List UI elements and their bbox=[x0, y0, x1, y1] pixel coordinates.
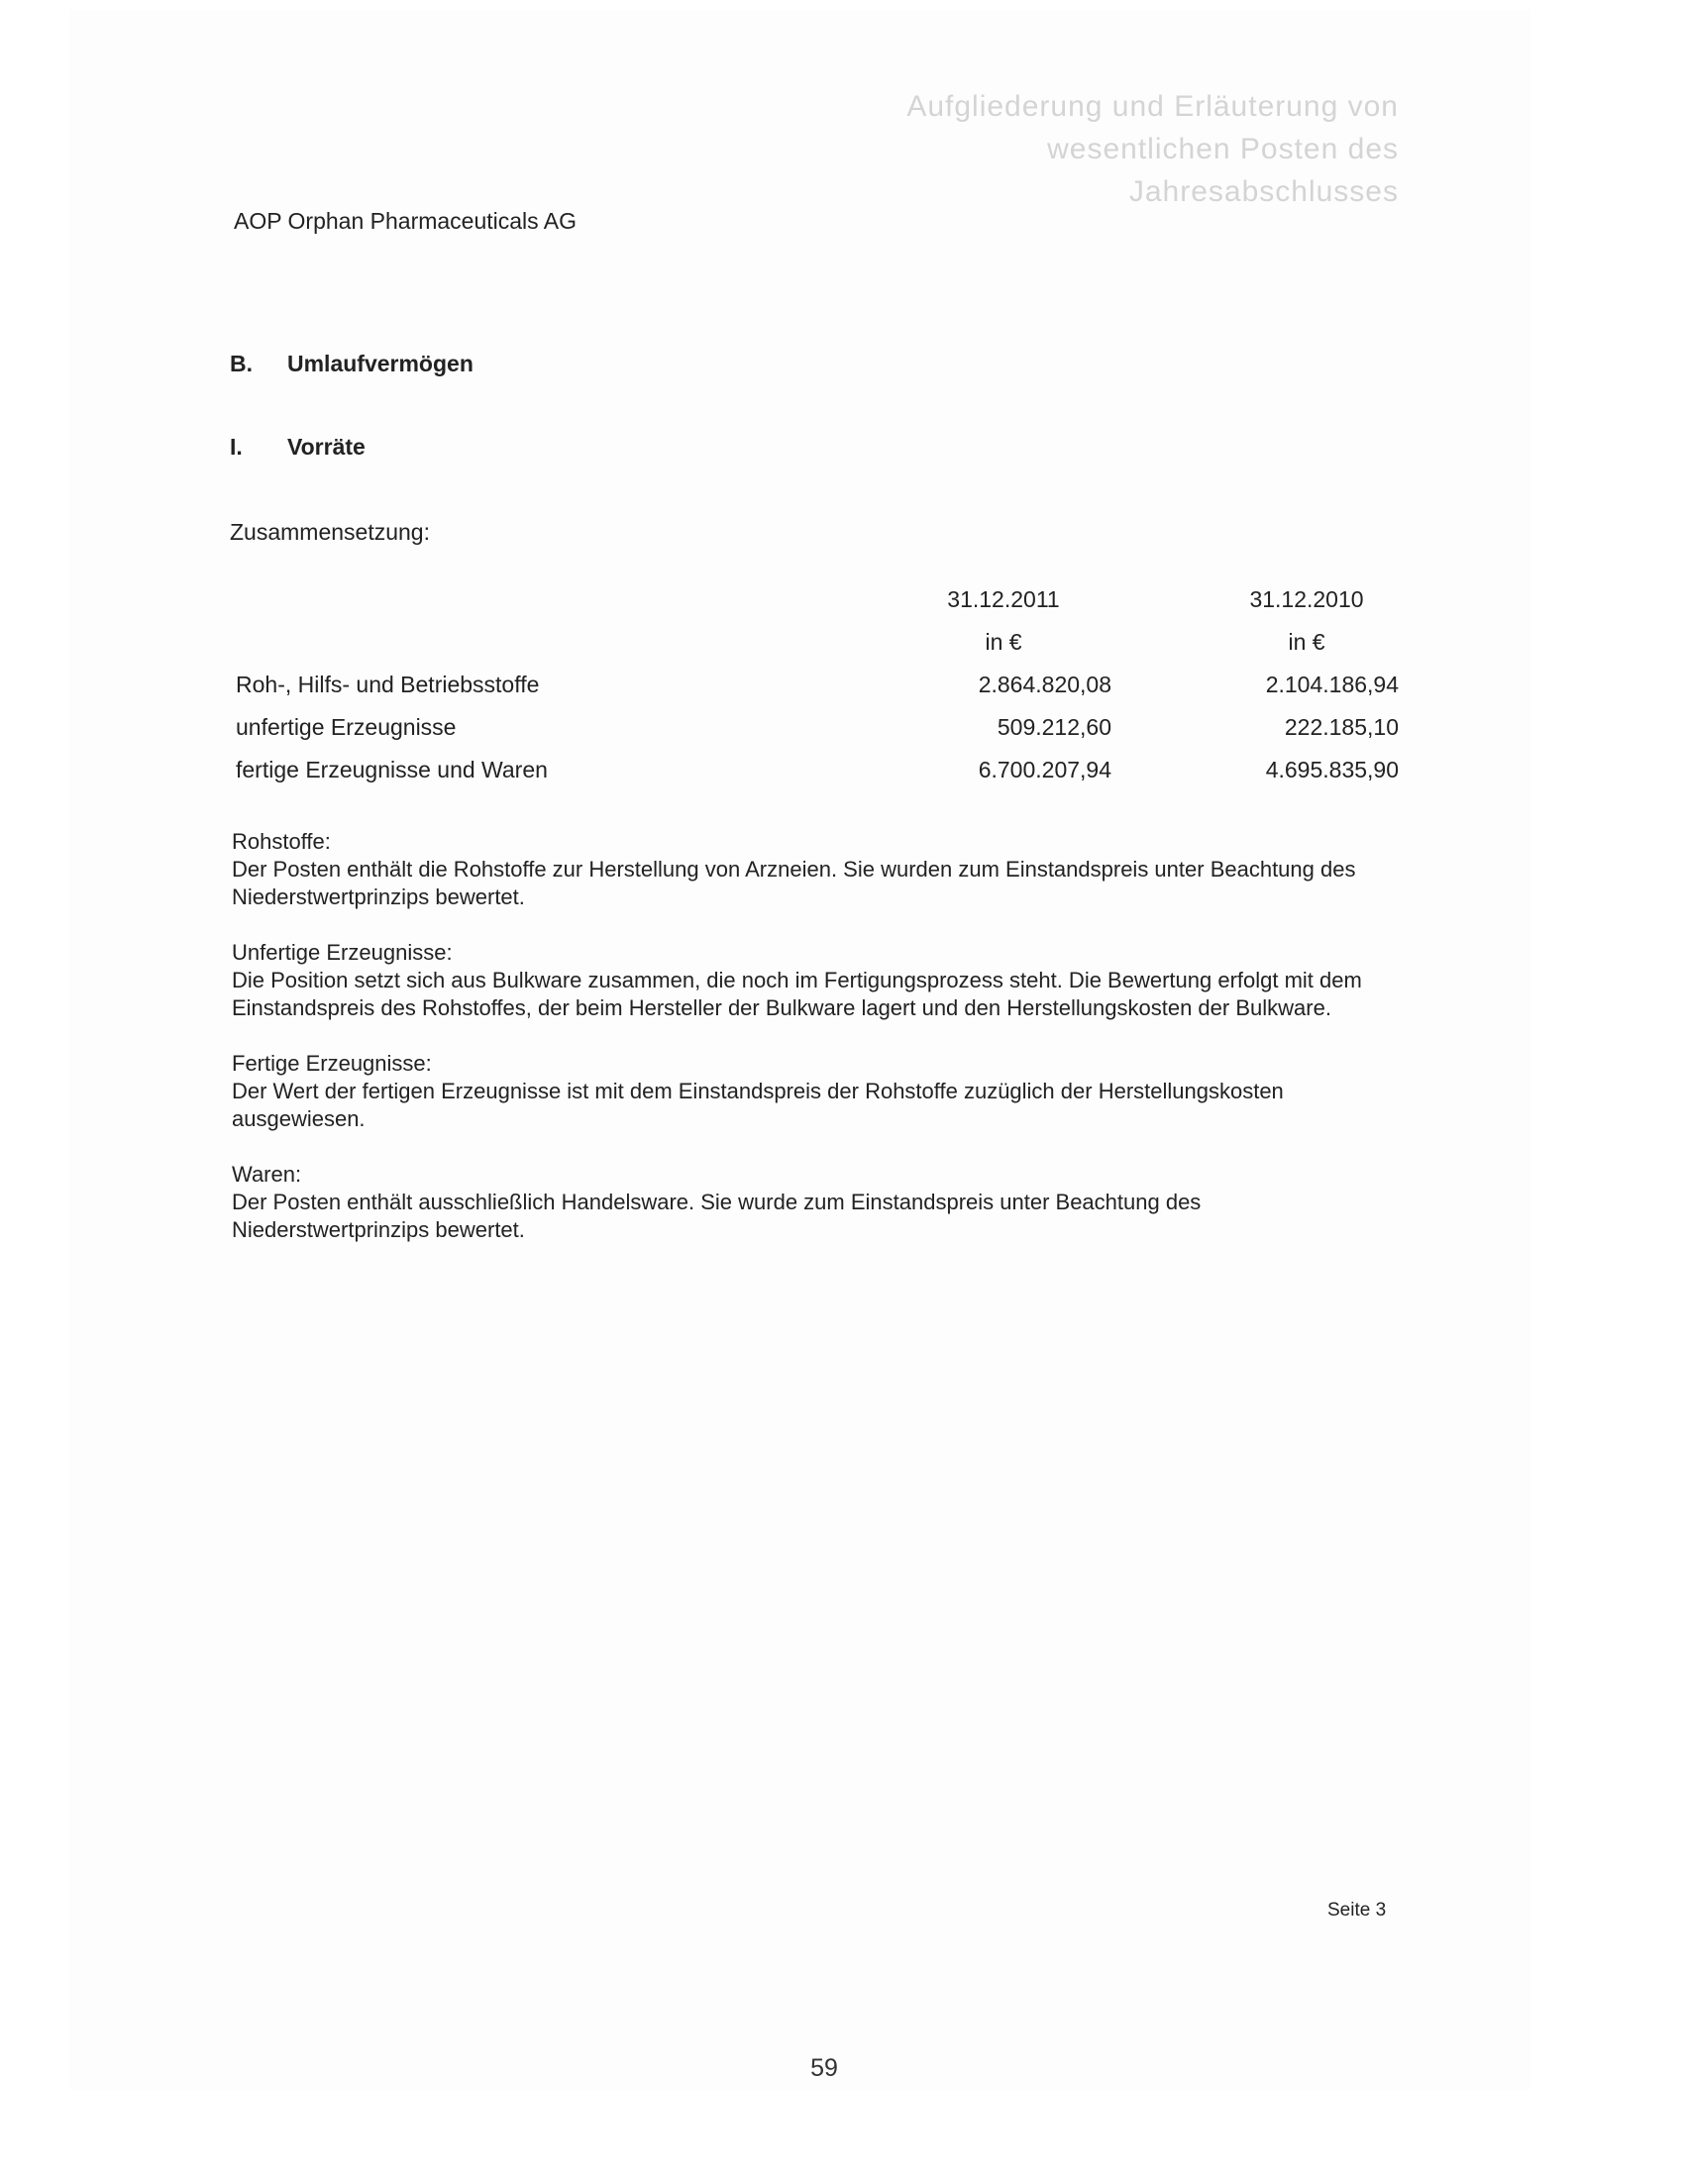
note-text: Der Wert der fertigen Erzeugnisse ist mit dem Einstandspreis der Rohstoffe zuzüglich der Herstellungskosten ausgewiesen. bbox=[232, 1079, 1284, 1131]
section-number: B. bbox=[230, 351, 253, 376]
table-unit-row bbox=[230, 629, 1399, 672]
section-heading-b bbox=[230, 351, 474, 377]
header-title-line: wesentlichen Posten des bbox=[1047, 133, 1399, 165]
value-2010: 4.695.835,90 bbox=[1265, 757, 1399, 782]
note-text: Die Position setzt sich aus Bulkware zusammen, die noch im Fertigungsprozess steht. Die Bewertung erfolgt mit dem Einstandspreis des Rohstoffes, der beim Hersteller der Bulkware lagert und den Herstellungskosten der Bulkware. bbox=[232, 968, 1362, 1020]
row-label: unfertige Erzeugnisse bbox=[236, 714, 457, 740]
company-name: AOP Orphan Pharmaceuticals AG bbox=[234, 208, 578, 234]
note-heading: Waren: bbox=[232, 1162, 302, 1187]
note-text: Der Posten enthält ausschließlich Handelsware. Sie wurde zum Einstandspreis unter Beachtung des Niederstwertprinzips bewertet. bbox=[232, 1190, 1202, 1242]
table-row bbox=[230, 757, 1399, 799]
note-fertige-erzeugnisse bbox=[232, 1050, 1401, 1133]
value-2011: 6.700.207,94 bbox=[978, 757, 1111, 782]
subsection-title: Vorräte bbox=[287, 434, 366, 460]
column-header-2010: 31.12.2010 bbox=[1249, 586, 1364, 612]
unit-2011: in € bbox=[985, 629, 1022, 655]
value-2011: 2.864.820,08 bbox=[978, 672, 1111, 697]
note-heading: Rohstoffe: bbox=[232, 829, 331, 854]
value-2010: 222.185,10 bbox=[1284, 714, 1399, 740]
subsection-heading-i bbox=[230, 434, 366, 461]
note-heading: Fertige Erzeugnisse: bbox=[232, 1051, 432, 1076]
note-waren bbox=[232, 1161, 1401, 1244]
note-unfertige-erzeugnisse bbox=[232, 939, 1401, 1022]
composition-label: Zusammensetzung: bbox=[230, 519, 430, 545]
table-row bbox=[230, 714, 1399, 757]
page-number: 59 bbox=[810, 2054, 838, 2082]
note-heading: Unfertige Erzeugnisse: bbox=[232, 940, 453, 965]
table-row bbox=[230, 672, 1399, 714]
notes-section bbox=[232, 828, 1401, 1272]
header-title bbox=[773, 85, 1399, 213]
header-title-line: Aufgliederung und Erläuterung von bbox=[906, 90, 1399, 123]
subsection-number: I. bbox=[230, 434, 243, 460]
value-2011: 509.212,60 bbox=[997, 714, 1111, 740]
page-label: Seite 3 bbox=[1327, 1900, 1387, 1921]
row-label: fertige Erzeugnisse und Waren bbox=[236, 757, 548, 782]
header-title-line: Jahresabschlusses bbox=[1128, 175, 1399, 208]
table-header-row bbox=[230, 586, 1399, 629]
note-text: Der Posten enthält die Rohstoffe zur Herstellung von Arzneien. Sie wurden zum Einstandspreis unter Beachtung des Niederstwertprinzips bewertet. bbox=[232, 857, 1356, 909]
unit-2010: in € bbox=[1288, 629, 1325, 655]
value-2010: 2.104.186,94 bbox=[1265, 672, 1399, 697]
inventory-table bbox=[230, 586, 1399, 799]
column-header-2011: 31.12.2011 bbox=[947, 586, 1060, 612]
row-label: Roh-, Hilfs- und Betriebsstoffe bbox=[236, 672, 540, 697]
section-title: Umlaufvermögen bbox=[287, 351, 474, 376]
note-rohstoffe bbox=[232, 828, 1401, 911]
